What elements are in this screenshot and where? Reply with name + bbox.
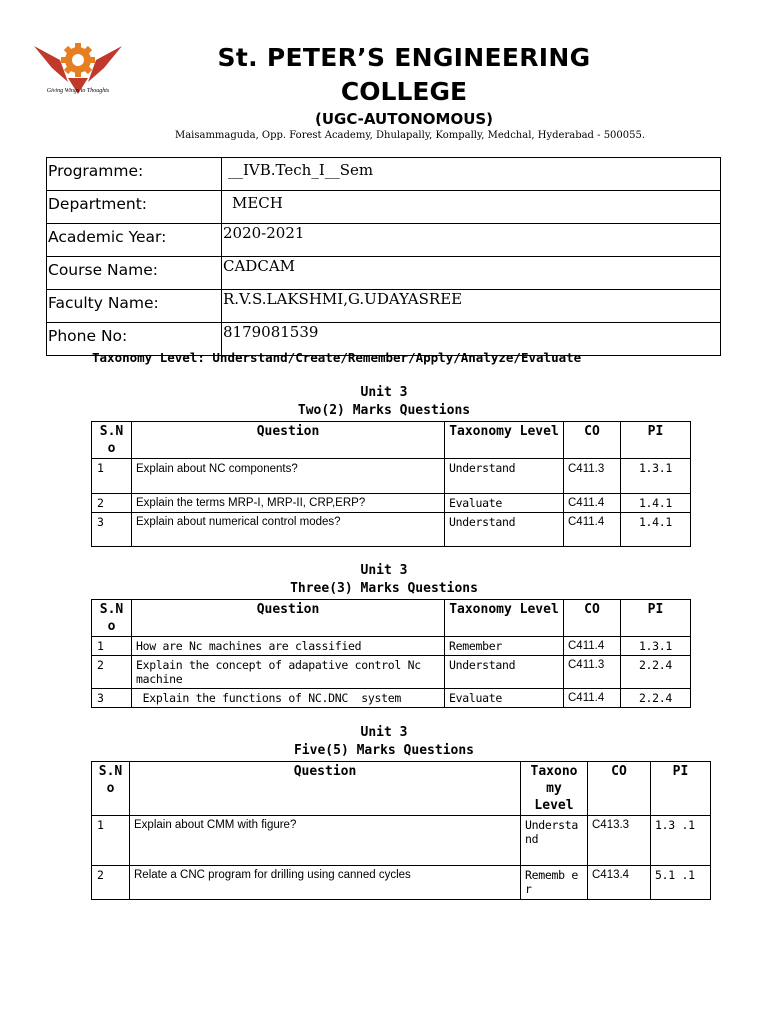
college-name-line2: COLLEGE — [340, 77, 468, 106]
two-marks-table — [91, 421, 691, 547]
cell-sno: 1 — [92, 637, 132, 656]
header-co: CO — [564, 422, 621, 459]
cell-question: Relate a CNC program for drilling using canned cycles — [130, 866, 521, 900]
cell-question: Explain the functions of NC.DNC system — [132, 689, 445, 708]
header-question: Question — [132, 600, 445, 637]
header-sno: S.N o — [92, 762, 130, 816]
info-value: __IVB.Tech_I__Sem — [222, 158, 721, 191]
cell-co: C411.4 — [564, 689, 621, 708]
header-pi: PI — [621, 600, 691, 637]
info-label: Academic Year: — [47, 224, 222, 257]
cell-taxonomy: Understand — [445, 656, 564, 689]
cell-sno: 1 — [92, 816, 130, 866]
info-value: MECH — [222, 191, 721, 224]
cell-co: C411.3 — [564, 459, 621, 494]
header-sno: S.N o — [92, 422, 132, 459]
table-row — [92, 513, 691, 547]
table-header-row — [92, 600, 691, 637]
cell-question: How are Nc machines are classified — [132, 637, 445, 656]
info-row-department — [47, 191, 721, 224]
section-unit-label: Unit 3 — [360, 725, 408, 740]
five-marks-table — [91, 761, 711, 900]
section-unit-label: Unit 3 — [360, 385, 408, 400]
cell-pi: 2.2.4 — [621, 656, 691, 689]
header-taxonomy: Taxonomy Level — [445, 600, 564, 637]
info-label: Phone No: — [47, 323, 222, 356]
info-value: 2020-2021 — [222, 224, 721, 257]
cell-sno: 3 — [92, 513, 132, 547]
section-title: Two(2) Marks Questions — [297, 403, 471, 418]
autonomous-status: (UGC-AUTONOMOUS) — [314, 110, 494, 128]
header-co: CO — [588, 762, 651, 816]
three-marks-table — [91, 599, 691, 708]
college-name-line1: St. PETER’S ENGINEERING — [217, 43, 591, 72]
info-value: R.V.S.LAKSHMI,G.UDAYASREE — [222, 290, 721, 323]
cell-taxonomy: Understa nd — [521, 816, 588, 866]
cell-co: C413.4 — [588, 866, 651, 900]
cell-co: C411.4 — [564, 494, 621, 513]
cell-taxonomy: Understand — [445, 459, 564, 494]
table-row — [92, 689, 691, 708]
college-address: Maisammaguda, Opp. Forest Academy, Dhulapally, Kompally, Medchal, Hyderabad - 500055. — [174, 130, 646, 141]
cell-pi: 5.1 .1 — [651, 866, 711, 900]
info-value: 8179081539 — [222, 323, 721, 356]
course-info-table — [46, 157, 721, 356]
info-row-course-name — [47, 257, 721, 290]
info-row-programme — [47, 158, 721, 191]
cell-question: Explain the terms MRP-I, MRP-II, CRP,ERP? — [132, 494, 445, 513]
table-row — [92, 459, 691, 494]
section-title: Three(3) Marks Questions — [290, 581, 478, 596]
header-sno: S.N o — [92, 600, 132, 637]
table-row — [92, 656, 691, 689]
info-row-faculty-name — [47, 290, 721, 323]
cell-question: Explain the concept of adapative control Nc machine — [132, 656, 445, 689]
cell-taxonomy: Rememb er — [521, 866, 588, 900]
table-row — [92, 494, 691, 513]
header-co: CO — [564, 600, 621, 637]
table-row — [92, 637, 691, 656]
header-taxonomy: Taxonomy Level — [445, 422, 564, 459]
info-row-academic-year — [47, 224, 721, 257]
cell-pi: 1.3.1 — [621, 637, 691, 656]
cell-sno: 2 — [92, 656, 132, 689]
taxonomy-level-line: Taxonomy Level: Understand/Create/Remember/Apply/Analyze/Evaluate — [92, 350, 582, 365]
table-row — [92, 816, 711, 866]
cell-taxonomy: Evaluate — [445, 689, 564, 708]
cell-question: Explain about NC components? — [132, 459, 445, 494]
info-label: Programme: — [47, 158, 222, 191]
info-value: CADCAM — [222, 257, 721, 290]
header-pi: PI — [651, 762, 711, 816]
cell-question: Explain about CMM with figure? — [130, 816, 521, 866]
cell-taxonomy: Understand — [445, 513, 564, 547]
cell-sno: 2 — [92, 866, 130, 900]
cell-co: C411.4 — [564, 513, 621, 547]
header-question: Question — [132, 422, 445, 459]
section-unit-label: Unit 3 — [360, 563, 408, 578]
cell-pi: 2.2.4 — [621, 689, 691, 708]
header-taxonomy: Taxono my Level — [521, 762, 588, 816]
section-title: Five(5) Marks Questions — [293, 743, 474, 758]
cell-sno: 1 — [92, 459, 132, 494]
cell-pi: 1.4.1 — [621, 494, 691, 513]
table-header-row — [92, 762, 711, 816]
cell-co: C413.3 — [588, 816, 651, 866]
cell-co: C411.3 — [564, 656, 621, 689]
cell-pi: 1.3 .1 — [651, 816, 711, 866]
cell-co: C411.4 — [564, 637, 621, 656]
cell-taxonomy: Evaluate — [445, 494, 564, 513]
header-question: Question — [130, 762, 521, 816]
cell-sno: 2 — [92, 494, 132, 513]
cell-question: Explain about numerical control modes? — [132, 513, 445, 547]
cell-pi: 1.3.1 — [621, 459, 691, 494]
cell-pi: 1.4.1 — [621, 513, 691, 547]
cell-sno: 3 — [92, 689, 132, 708]
table-row — [92, 866, 711, 900]
logo-tagline: Giving Wings to Thoughts — [46, 88, 110, 94]
header-pi: PI — [621, 422, 691, 459]
info-label: Faculty Name: — [47, 290, 222, 323]
info-label: Department: — [47, 191, 222, 224]
table-header-row — [92, 422, 691, 459]
info-label: Course Name: — [47, 257, 222, 290]
cell-taxonomy: Remember — [445, 637, 564, 656]
